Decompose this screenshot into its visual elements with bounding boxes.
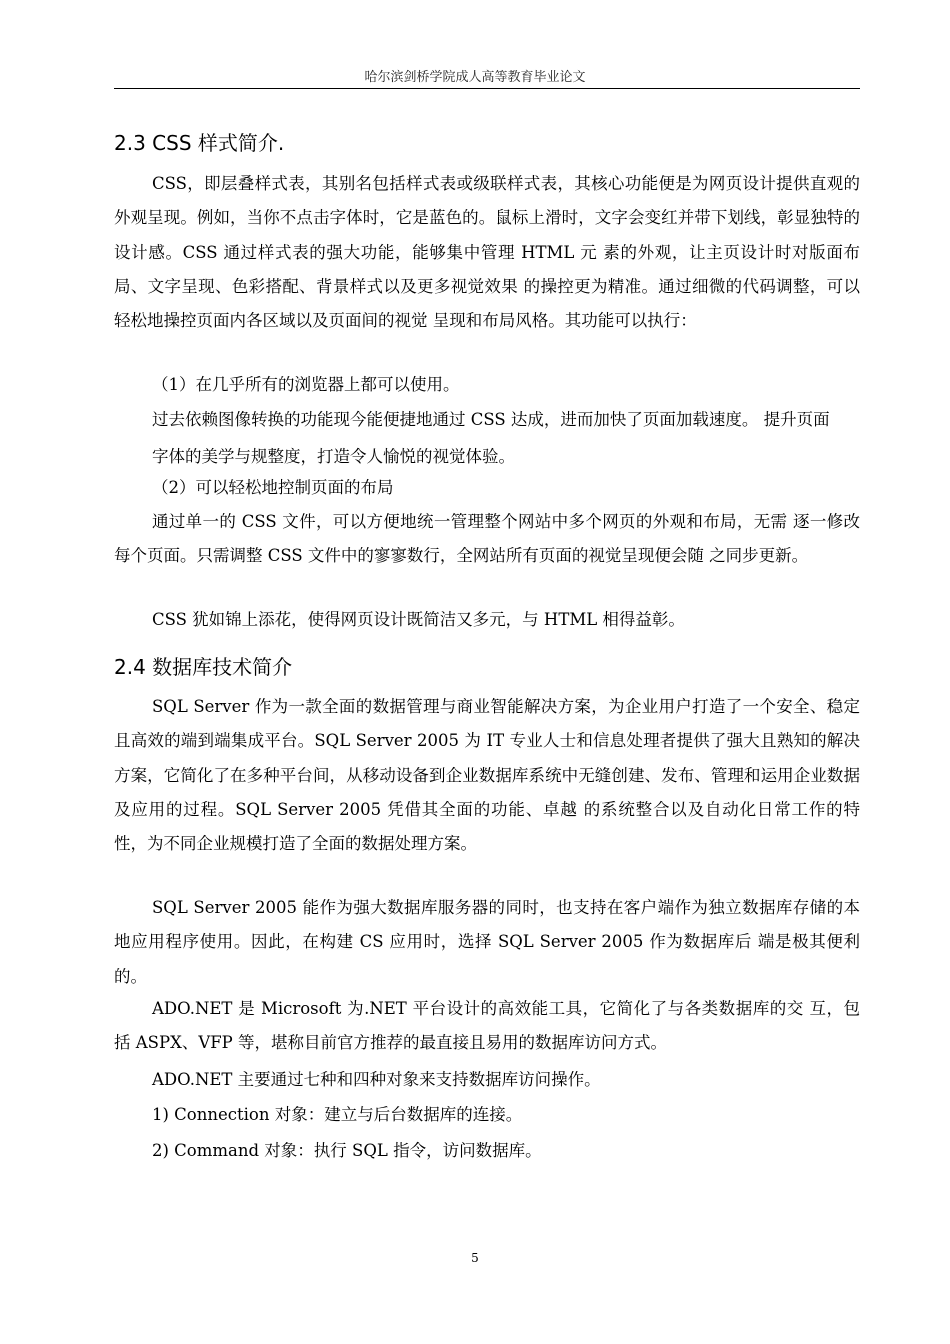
paragraph-css-item2-detail: 通过单一的 CSS 文件，可以方便地统一管理整个网站中多个网页的外观和布局，无需 逐一修改每个页面。只需调整 CSS 文件中的寥寥数行，全网站所有页面的视觉呈现便会随 之同步更新。: [114, 512, 860, 566]
section-heading-css: 2.3 CSS 样式简介.: [114, 131, 285, 155]
paragraph-db-1: SQL Server 作为一款全面的数据管理与商业智能解决方案，为企业用户打造了一个安全、稳定且高效的端到端集成平台。SQL Server 2005 为 IT 专业人士和信息处理者提供了强大且熟知的解决方案，它简化了在多种平台间，从移动设备到企业数据库系统中无缝创建、发布、管理和运用企业数据及应用的过程。SQL Server 2005 凭借其全面的功能、卓越 的系统整合以及自动化日常工作的特性，为不同企业规模打造了全面的数据处理方案。: [114, 697, 860, 854]
list-item-css-2: （2）可以轻松地控制页面的布局: [152, 478, 394, 497]
paragraph-db-2: SQL Server 2005 能作为强大数据库服务器的同时，也支持在客户端作为独立数据库存储的本地应用程序使用。因此，在构建 CS 应用时，选择 SQL Server 2005 作为数据库后 端是极其便利的。: [114, 898, 860, 986]
list-item-db-1: 1) Connection 对象：建立与后台数据库的连接。: [152, 1105, 523, 1124]
paragraph-db-4: ADO.NET 主要通过七种和四种对象来支持数据库访问操作。: [152, 1070, 601, 1089]
paragraph-css-intro: CSS，即层叠样式表，其别名包括样式表或级联样式表，其核心功能便是为网页设计提供直观的外观呈现。例如，当你不点击字体时，它是蓝色的。鼠标上滑时，文字会变红并带下划线，彰显独特的设计感。CSS 通过样式表的强大功能，能够集中管理 HTML 元 素的外观，让主页设计时对版面布局、文字呈现、色彩搭配、背景样式以及更多视觉效果 的操控更为精准。通过细微的代码调整，可以轻松地操控页面内各区域以及页面间的视觉 呈现和布局风格。其功能可以执行：: [114, 174, 860, 331]
page-number: 5: [471, 1251, 479, 1265]
section-heading-database: 2.4 数据库技术简介: [114, 655, 293, 679]
paragraph-css-item1-detail: 过去依赖图像转换的功能现今能便捷地通过 CSS 达成，进而加快了页面加载速度。 提升页面字体的美学与规整度，打造令人愉悦的视觉体验。: [152, 410, 830, 466]
list-item-css-1: （1）在几乎所有的浏览器上都可以使用。: [152, 375, 460, 394]
paragraph-css-summary: CSS 犹如锦上添花，使得网页设计既简洁又多元，与 HTML 相得益彰。: [152, 610, 685, 629]
paragraph-db-3: ADO.NET 是 Microsoft 为.NET 平台设计的高效能工具，它简化了与各类数据库的交 互，包括 ASPX、VFP 等，堪称目前官方推荐的最直接且易用的数据库访问方式。: [114, 999, 860, 1053]
header-title: 哈尔滨剑桥学院成人高等教育毕业论文: [364, 70, 586, 85]
list-item-db-2: 2) Command 对象：执行 SQL 指令，访问数据库。: [152, 1141, 542, 1160]
header-divider: [114, 88, 860, 89]
